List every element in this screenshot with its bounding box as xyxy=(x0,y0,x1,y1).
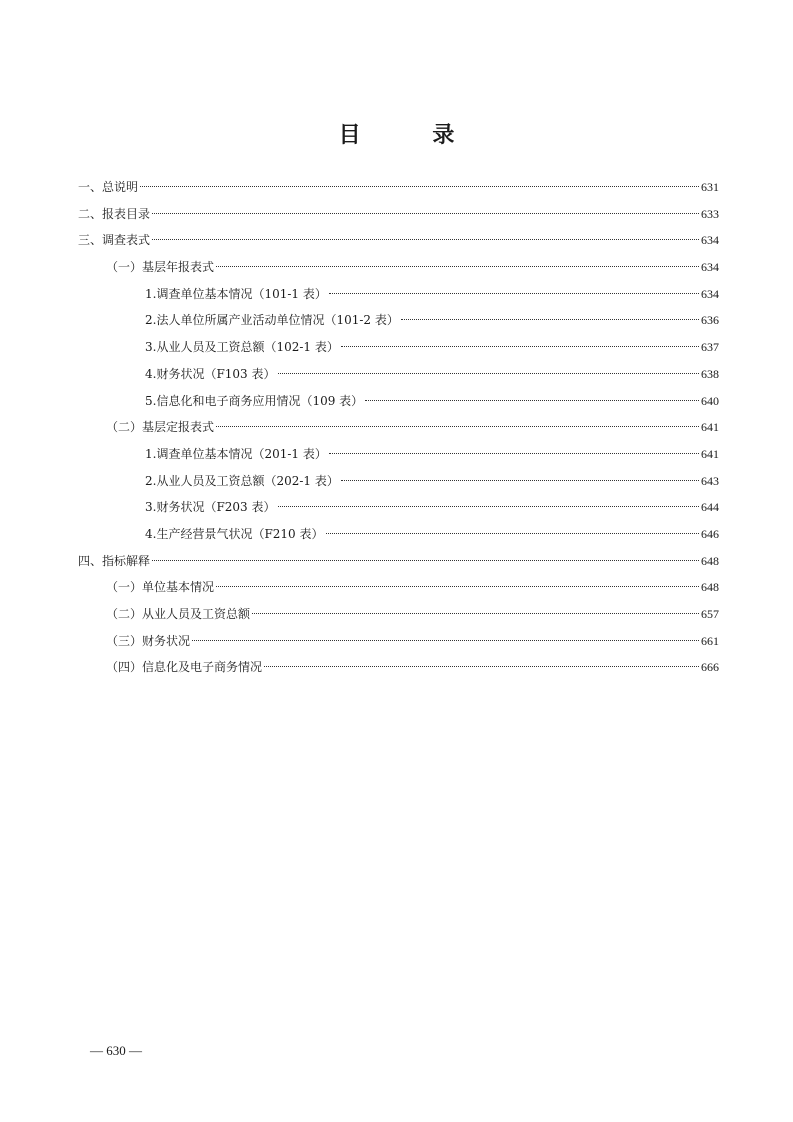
toc-leader-dots xyxy=(264,666,699,667)
toc-entry-page: 644 xyxy=(701,500,719,515)
toc-entry[interactable] xyxy=(78,552,719,579)
page-number: — 630 — xyxy=(90,1043,142,1058)
toc-entry[interactable] xyxy=(78,365,719,392)
toc-leader-dots xyxy=(341,346,699,347)
toc-entry-label: （四）信息化及电子商务情况 xyxy=(106,660,263,675)
toc-entry-page: 661 xyxy=(701,633,719,648)
toc-entry[interactable] xyxy=(78,525,719,552)
toc-entry-label: 3.财务状况（F203 表） xyxy=(145,500,276,515)
toc-leader-dots xyxy=(401,319,699,320)
toc-leader-dots xyxy=(278,506,700,507)
toc-entry-label: 二、报表目录 xyxy=(78,206,151,221)
toc-entry-label: 1.调查单位基本情况（101-1 表） xyxy=(145,286,327,301)
toc-entry-page: 637 xyxy=(701,340,719,355)
toc-entry[interactable] xyxy=(78,578,719,605)
toc-entry[interactable] xyxy=(78,445,719,472)
toc-leader-dots xyxy=(329,293,699,294)
toc-entry-page: 648 xyxy=(701,580,719,595)
table-of-contents xyxy=(78,178,719,685)
toc-entry-label: 2.法人单位所属产业活动单位情况（101-2 表） xyxy=(145,313,399,328)
toc-entry-label: 4.财务状况（F103 表） xyxy=(145,366,276,381)
toc-entry-page: 641 xyxy=(701,420,719,435)
toc-entry-page: 631 xyxy=(701,180,719,194)
toc-entry[interactable] xyxy=(78,205,719,232)
toc-entry[interactable] xyxy=(78,285,719,312)
toc-leader-dots xyxy=(192,640,699,641)
toc-entry[interactable] xyxy=(78,605,719,632)
toc-leader-dots xyxy=(341,480,699,481)
toc-leader-dots xyxy=(252,613,699,614)
toc-leader-dots xyxy=(152,213,699,214)
toc-leader-dots xyxy=(152,560,699,561)
toc-leader-dots xyxy=(216,266,699,267)
toc-entry-page: 646 xyxy=(701,526,719,541)
toc-entry-label: （三）财务状况 xyxy=(106,633,191,648)
toc-leader-dots xyxy=(216,426,699,427)
toc-entry-page: 657 xyxy=(701,607,719,621)
toc-entry[interactable] xyxy=(78,472,719,499)
toc-entry[interactable] xyxy=(78,418,719,445)
toc-entry-page: 638 xyxy=(701,366,719,381)
toc-entry[interactable] xyxy=(78,658,719,685)
toc-entry-page: 634 xyxy=(701,260,719,275)
toc-leader-dots xyxy=(326,533,700,534)
toc-leader-dots xyxy=(365,400,699,401)
toc-leader-dots xyxy=(216,586,699,587)
toc-entry-label: （一）基层年报表式 xyxy=(106,260,215,275)
toc-entry-label: 3.从业人员及工资总额（102-1 表） xyxy=(145,340,339,355)
toc-leader-dots xyxy=(152,239,699,240)
toc-entry-page: 640 xyxy=(701,393,719,408)
toc-entry[interactable] xyxy=(78,311,719,338)
toc-leader-dots xyxy=(140,186,699,187)
toc-entry-page: 633 xyxy=(701,206,719,221)
toc-entry-page: 641 xyxy=(701,446,719,461)
toc-entry-page: 634 xyxy=(701,286,719,301)
toc-entry-page: 634 xyxy=(701,233,719,248)
toc-entry-label: 四、指标解释 xyxy=(78,553,151,568)
toc-entry[interactable] xyxy=(78,231,719,258)
toc-entry[interactable] xyxy=(78,258,719,285)
toc-entry-label: （二）从业人员及工资总额 xyxy=(106,607,251,621)
toc-entry-label: 一、总说明 xyxy=(78,180,139,194)
toc-entry-page: 636 xyxy=(701,313,719,328)
toc-leader-dots xyxy=(278,373,700,374)
toc-entry[interactable] xyxy=(78,178,719,205)
toc-entry-page: 643 xyxy=(701,473,719,488)
toc-entry[interactable] xyxy=(78,392,719,419)
toc-entry-label: 三、调查表式 xyxy=(78,233,151,248)
toc-entry-label: 2.从业人员及工资总额（202-1 表） xyxy=(145,473,339,488)
toc-entry-label: 1.调查单位基本情况（201-1 表） xyxy=(145,446,327,461)
toc-entry[interactable] xyxy=(78,338,719,365)
toc-entry-label: （二）基层定报表式 xyxy=(106,420,215,435)
toc-entry[interactable] xyxy=(78,498,719,525)
toc-entry-page: 648 xyxy=(701,553,719,568)
toc-entry-label: 4.生产经营景气状况（F210 表） xyxy=(145,526,324,541)
toc-leader-dots xyxy=(329,453,699,454)
toc-entry-label: （一）单位基本情况 xyxy=(106,580,215,595)
page-title: 目 录 xyxy=(338,123,487,148)
toc-entry-label: 5.信息化和电子商务应用情况（109 表） xyxy=(145,393,364,408)
toc-entry[interactable] xyxy=(78,632,719,659)
toc-entry-page: 666 xyxy=(701,660,719,675)
